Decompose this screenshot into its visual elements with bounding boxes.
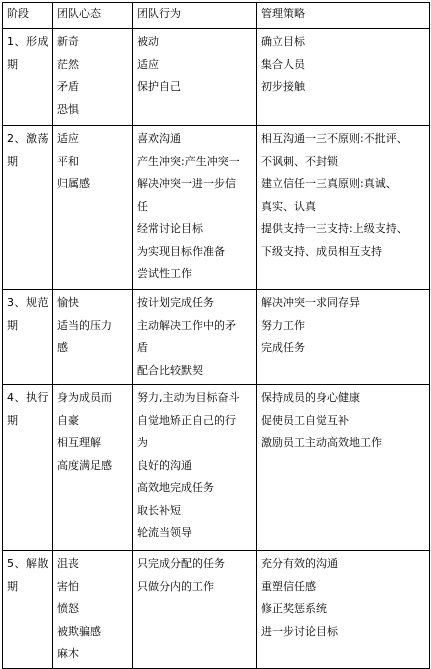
behavior-line: 为实现目标作准备 (137, 244, 225, 258)
mindset-line: 适当的压力 (57, 318, 112, 332)
stage-line: 期 (7, 318, 19, 332)
stage-cell (3, 126, 53, 290)
behavior-line: 解决冲突一进一步信 (137, 177, 236, 190)
table-row (3, 385, 430, 551)
table-row (3, 29, 430, 126)
strategy-line: 修正奖惩系统 (261, 602, 327, 615)
mindset-cell (53, 551, 133, 669)
strategy-line: 相互沟通一三不原则:不批评、 (261, 132, 408, 145)
mindset-cell (53, 385, 133, 551)
strategy-line: 下级支持、成员相互支持 (261, 244, 382, 258)
behavior-line: 配合比较默契 (137, 363, 203, 377)
strategy-line: 充分有效的沟通 (261, 557, 338, 570)
strategy-cell (257, 551, 430, 669)
strategy-line: 不讽刺、不封锁 (261, 154, 338, 168)
mindset-line: 感 (57, 341, 68, 354)
mindset-line: 愉快 (57, 296, 79, 309)
team-stage-table (2, 2, 430, 669)
behavior-line: 良好的沟通 (137, 458, 192, 472)
strategy-line: 保持成员的身心健康 (261, 391, 360, 404)
mindset-line: 沮丧 (57, 557, 79, 570)
stage-line: 5、解散 (7, 557, 49, 570)
stage-line: 2、激荡 (7, 132, 49, 145)
stage-line: 期 (7, 154, 19, 168)
strategy-line: 提供支持一三支持:上级支持、 (261, 222, 408, 235)
behavior-cell (133, 126, 257, 290)
mindset-line: 茫然 (57, 57, 79, 71)
behavior-line: 轮流当领导 (137, 526, 192, 539)
behavior-line: 任 (137, 199, 148, 213)
behavior-cell (133, 290, 257, 385)
mindset-line: 身为成员而 (57, 391, 112, 404)
mindset-line: 恐惧 (57, 102, 79, 116)
mindset-line: 害怕 (57, 579, 79, 593)
behavior-line: 产生冲突:产生冲突一 (137, 154, 240, 168)
behavior-line: 按计划完成任务 (137, 296, 214, 309)
stage-line: 期 (7, 57, 19, 71)
stage-line: 期 (7, 413, 19, 427)
stage-cell (3, 29, 53, 126)
behavior-line: 主动解决工作中的矛 (137, 318, 236, 332)
strategy-cell (257, 29, 430, 126)
mindset-line: 麻木 (57, 647, 79, 660)
behavior-line: 盾 (137, 341, 148, 354)
mindset-line: 归属感 (57, 177, 90, 190)
mindset-cell (53, 126, 133, 290)
behavior-line: 被动 (137, 35, 159, 48)
behavior-cell (133, 551, 257, 669)
strategy-line: 完成任务 (261, 341, 305, 354)
behavior-line: 适应 (137, 57, 159, 71)
strategy-cell (257, 290, 430, 385)
behavior-cell (133, 385, 257, 551)
strategy-line: 初步接触 (261, 80, 305, 93)
strategy-line: 进一步讨论目标 (261, 624, 338, 638)
behavior-line: 努力,主动为目标奋斗 (137, 391, 240, 404)
stage-line: 1、形成 (7, 35, 49, 48)
header-strategy: 管理策略 (257, 3, 430, 29)
strategy-line: 真实、认真 (261, 199, 316, 213)
strategy-line: 解决冲突一求同存异 (261, 296, 360, 309)
behavior-line: 只完成分配的任务 (137, 557, 225, 570)
table-row (3, 126, 430, 290)
behavior-cell (133, 29, 257, 126)
stage-line: 期 (7, 579, 19, 593)
behavior-line: 尝试性工作 (137, 267, 192, 280)
mindset-line: 愤怒 (57, 602, 79, 615)
strategy-line: 确立目标 (261, 35, 305, 48)
behavior-line: 保护自己 (137, 80, 181, 93)
behavior-line: 经常讨论目标 (137, 222, 203, 235)
strategy-line: 促使员工自觉互补 (261, 413, 349, 427)
strategy-line: 建立信任一三真原则:真诚、 (261, 177, 397, 190)
stage-cell (3, 385, 53, 551)
stage-line: 4、执行 (7, 391, 49, 404)
strategy-cell (257, 385, 430, 551)
behavior-line: 自觉地矫正自己的行 (137, 413, 236, 427)
strategy-line: 集合人员 (261, 57, 305, 71)
mindset-cell (53, 290, 133, 385)
header-mindset: 团队心态 (53, 3, 133, 29)
mindset-line: 平和 (57, 154, 79, 168)
strategy-line: 努力工作 (261, 318, 305, 332)
mindset-line: 相互理解 (57, 436, 101, 449)
header-behavior: 团队行为 (133, 3, 257, 29)
behavior-line: 取长补短 (137, 503, 181, 517)
strategy-line: 重塑信任感 (261, 579, 316, 593)
behavior-line: 喜欢沟通 (137, 132, 181, 145)
header-stage: 阶段 (3, 3, 53, 29)
header-row (3, 3, 430, 29)
behavior-line: 只做分内的工作 (137, 579, 214, 593)
stage-cell (3, 290, 53, 385)
mindset-line: 高度满足感 (57, 458, 112, 472)
behavior-line: 为 (137, 436, 148, 449)
table-row (3, 290, 430, 385)
mindset-line: 矛盾 (57, 80, 79, 93)
strategy-line: 激励员工主动高效地工作 (261, 436, 382, 449)
strategy-cell (257, 126, 430, 290)
behavior-line: 高效地完成任务 (137, 481, 214, 494)
table-body (3, 29, 430, 669)
mindset-line: 适应 (57, 132, 79, 145)
mindset-cell (53, 29, 133, 126)
stage-cell (3, 551, 53, 669)
table-row (3, 551, 430, 669)
mindset-line: 新奇 (57, 35, 79, 48)
stage-line: 3、规范 (7, 296, 49, 309)
mindset-line: 自豪 (57, 413, 79, 427)
mindset-line: 被欺骗感 (57, 624, 101, 638)
